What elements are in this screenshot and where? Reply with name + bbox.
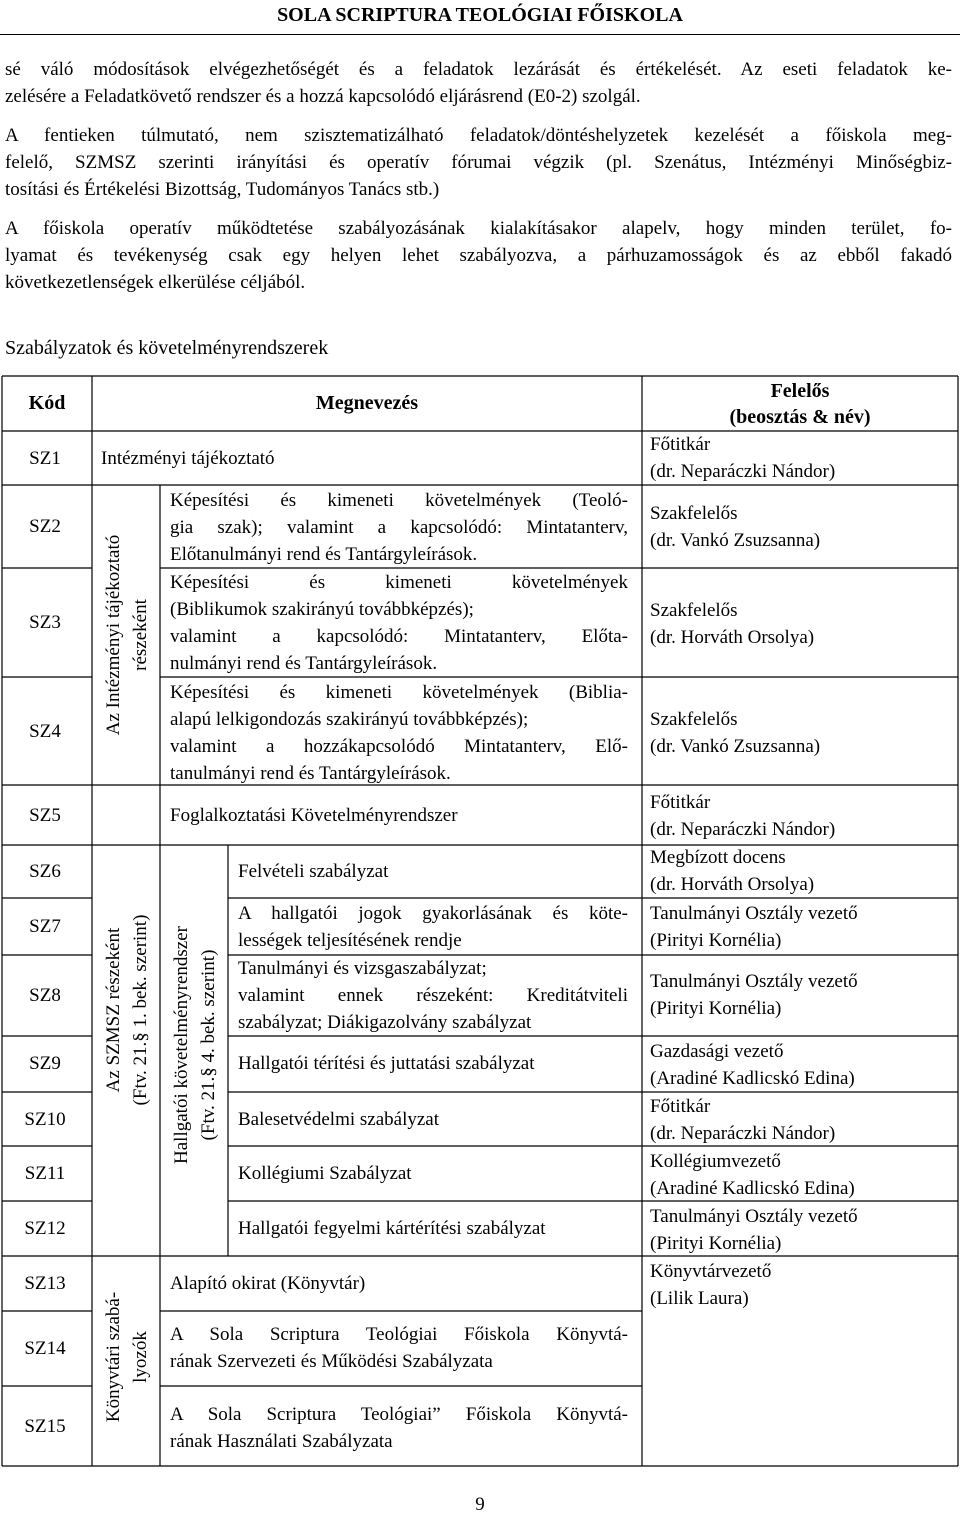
name-line: valamint a kapcsolódó: Mintatanterv, Előta- <box>170 626 628 647</box>
owner-line: Főtitkár <box>650 1096 711 1117</box>
row-code: SZ8 <box>29 985 61 1006</box>
owner-line: Tanulmányi Osztály vezető <box>650 1206 858 1227</box>
name-line: A Sola Scriptura Teológiai Főiskola Könyvtá- <box>170 1324 628 1345</box>
paragraph-line: tosítási és Értékelési Bizottság, Tudományos Tanács stb.) <box>5 179 440 200</box>
group-label-line: (Ftv. 21.§ 1. bek. szerint) <box>130 914 151 1106</box>
header-name: Megnevezés <box>315 392 419 414</box>
owner-line: Szakfelelős <box>650 600 738 621</box>
paragraph-line: következetlenségek elkerülése céljából. <box>5 272 306 293</box>
owner-line: Megbízott docens <box>650 847 786 868</box>
row-owner <box>650 500 820 554</box>
owner-line: (Pirityi Kornélia) <box>650 998 782 1019</box>
owner-line: Főtitkár <box>650 434 711 455</box>
row-code: SZ5 <box>29 805 61 826</box>
row-name <box>170 487 628 568</box>
group-label-hallgatoi <box>168 890 222 1200</box>
header-code: Kód <box>28 392 66 414</box>
row-owner <box>650 844 814 898</box>
row-owner <box>650 1148 855 1202</box>
paragraph-1 <box>5 56 952 110</box>
row-name: Hallgatói fegyelmi kártérítési szabályzat <box>238 1218 546 1239</box>
row-owner <box>650 597 814 651</box>
paragraph-line: zelésére a Feladatkövető rendszer és a hozzá kapcsolódó eljárásrend (E0-2) szolgál. <box>5 86 641 107</box>
owner-line: Szakfelelős <box>650 709 738 730</box>
name-line: Tanulmányi és vizsgaszabályzat; <box>238 958 487 979</box>
document-header: SOLA SCRIPTURA TEOLÓGIAI FŐISKOLA <box>277 4 683 26</box>
header-owner-line1: Felelős <box>770 380 830 402</box>
row-name <box>170 679 628 787</box>
row-code: SZ15 <box>24 1416 66 1437</box>
row-name <box>170 1401 628 1455</box>
group-label-line: lyozók <box>130 1331 151 1383</box>
header-owner-line2: (beosztás & név) <box>729 406 871 428</box>
header-owner <box>642 378 958 430</box>
group-label-line: Az SZMSZ részeként <box>103 927 124 1093</box>
name-line: A hallgatói jogok gyakorlásának és köte- <box>238 903 628 924</box>
owner-line: (dr. Neparáczki Nándor) <box>650 1123 836 1144</box>
name-line: alapú lelkigondozás szakirányú továbbképzés); <box>170 709 529 730</box>
paragraph-3 <box>5 215 952 296</box>
section-title: Szabályzatok és követelményrendszerek <box>5 337 329 359</box>
row-name: Hallgatói térítési és juttatási szabályzat <box>238 1053 535 1074</box>
row-owner <box>650 1093 835 1147</box>
row-code: SZ14 <box>24 1338 66 1359</box>
row-owner <box>650 900 858 954</box>
paragraph-line: sé váló módosítások elvégezhetőségét és a feladatok lezárását és értékelését. Az eseti feladatok ke- <box>5 59 952 80</box>
header-rule <box>0 34 960 35</box>
paragraph-2 <box>5 122 952 203</box>
owner-line: (dr. Neparáczki Nándor) <box>650 819 836 840</box>
group-label-konyvtari <box>100 1272 154 1442</box>
row-code: SZ12 <box>24 1218 66 1239</box>
name-line: Előtanulmányi rend és Tantárgyleírások. <box>170 544 478 565</box>
row-owner <box>650 706 820 760</box>
name-line: szabályzat; Diákigazolvány szabályzat <box>238 1012 532 1033</box>
row-code: SZ6 <box>29 861 61 882</box>
row-code: SZ13 <box>24 1273 66 1294</box>
paragraph-line: felelő, SZMSZ szerinti irányítási és operatív fórumai végzik (pl. Szenátus, Intézményi Minőségbiz- <box>5 152 952 173</box>
owner-line: (Pirityi Kornélia) <box>650 930 782 951</box>
row-code: SZ2 <box>29 516 61 537</box>
row-name: Alapító okirat (Könyvtár) <box>170 1273 366 1294</box>
owner-line: (Pirityi Kornélia) <box>650 1233 782 1254</box>
paragraph-line: lyamat és tevékenység csak egy helyen lehet szabályozva, a párhuzamosságok és az ebből fakadó <box>5 245 952 266</box>
owner-line: Tanulmányi Osztály vezető <box>650 903 858 924</box>
paragraph-line: A főiskola operatív működtetése szabályozásának kialakításakor alapelv, hogy minden terület, fo- <box>5 218 952 239</box>
name-line: tanulmányi rend és Tantárgyleírások. <box>170 763 451 784</box>
name-line: valamint a hozzákapcsolódó Mintatanterv, Elő- <box>170 736 628 757</box>
page-number: 9 <box>475 1494 485 1515</box>
row-name <box>238 955 628 1036</box>
owner-line: (dr. Vankó Zsuzsanna) <box>650 530 821 551</box>
owner-line: (dr. Vankó Zsuzsanna) <box>650 736 821 757</box>
name-line: Képesítési és kimeneti követelmények (Teoló- <box>170 490 628 511</box>
row-code: SZ11 <box>24 1163 66 1184</box>
row-name <box>170 569 628 677</box>
owner-line: (dr. Neparáczki Nándor) <box>650 461 836 482</box>
group-label-line: Az Intézményi tájékoztató <box>103 534 124 736</box>
name-line: valamint ennek részeként: Kreditátviteli <box>238 985 628 1006</box>
name-line: Képesítési és kimeneti követelmények <box>170 572 628 593</box>
name-line: rának Használati Szabályzata <box>170 1431 393 1452</box>
row-owner <box>650 1203 858 1257</box>
name-line: A Sola Scriptura Teológiai” Főiskola Könyvtá- <box>170 1404 628 1425</box>
name-line: (Biblikumok szakirányú továbbképzés); <box>170 599 474 620</box>
paragraph-line: A fentieken túlmutató, nem szisztematizálható feladatok/döntéshelyzetek kezelését a főiskola meg- <box>5 125 952 146</box>
name-line: gia szak); valamint a kapcsolódó: Mintatanterv, <box>170 517 628 538</box>
owner-line: (Lilik Laura) <box>650 1288 749 1309</box>
row-code: SZ10 <box>24 1109 66 1130</box>
owner-line: Gazdasági vezető <box>650 1041 784 1062</box>
row-code: SZ7 <box>29 916 61 937</box>
row-owner <box>650 1258 771 1312</box>
group-label-intezmenyi <box>100 510 154 760</box>
row-code: SZ4 <box>29 721 61 742</box>
name-line: lességek teljesítésének rendje <box>238 930 462 951</box>
row-code: SZ1 <box>29 448 61 469</box>
row-name <box>238 900 628 954</box>
owner-line: (dr. Horváth Orsolya) <box>650 627 815 648</box>
name-line: rának Szervezeti és Működési Szabályzata <box>170 1351 493 1372</box>
owner-line: (dr. Horváth Orsolya) <box>650 874 815 895</box>
owner-line: Szakfelelős <box>650 503 738 524</box>
name-line: Képesítési és kimeneti követelmények (Biblia- <box>170 682 628 703</box>
owner-line: (Aradiné Kadlicskó Edina) <box>650 1178 855 1199</box>
group-label-line: (Ftv. 21.§ 4. bek. szerint) <box>198 949 219 1141</box>
row-code: SZ9 <box>29 1053 61 1074</box>
owner-line: Tanulmányi Osztály vezető <box>650 971 858 992</box>
owner-line: Főtitkár <box>650 792 711 813</box>
row-owner <box>650 789 835 843</box>
row-name: Balesetvédelmi szabályzat <box>238 1109 439 1130</box>
row-name: Felvételi szabályzat <box>238 861 389 882</box>
group-label-line: Hallgatói követelményrendszer <box>171 926 192 1164</box>
row-code: SZ3 <box>29 612 61 633</box>
group-label-line: részeként <box>130 599 151 671</box>
owner-line: Könyvtárvezető <box>650 1261 772 1282</box>
name-line: nulmányi rend és Tantárgyleírások. <box>170 653 438 674</box>
owner-line: Kollégiumvezető <box>650 1151 781 1172</box>
row-owner <box>650 1038 855 1092</box>
group-label-szmsz <box>100 880 154 1140</box>
group-label-line: Könyvtári szabá- <box>103 1291 124 1423</box>
row-name: Foglalkoztatási Követelményrendszer <box>170 805 458 826</box>
row-owner <box>650 968 858 1022</box>
row-name <box>170 1321 628 1375</box>
row-name: Kollégiumi Szabályzat <box>238 1163 412 1184</box>
row-name: Intézményi tájékoztató <box>101 448 275 469</box>
owner-line: (Aradiné Kadlicskó Edina) <box>650 1068 855 1089</box>
row-owner <box>650 431 835 485</box>
